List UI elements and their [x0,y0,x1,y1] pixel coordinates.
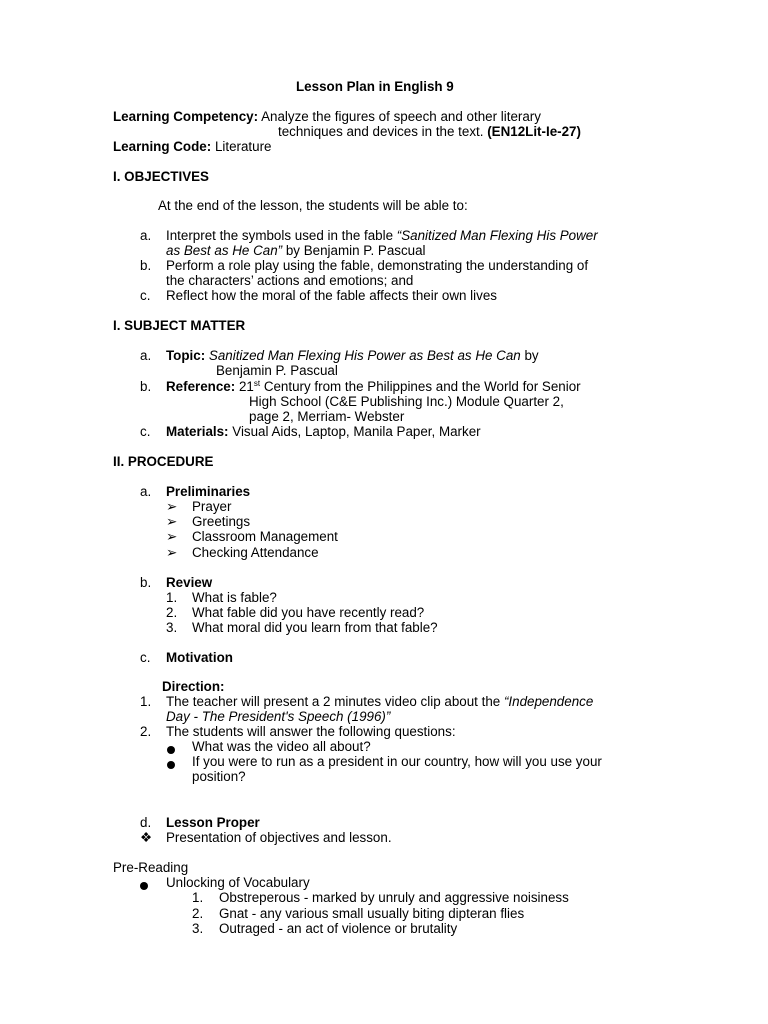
learning-competency [113,109,541,124]
motivation-item-number: 1. [140,694,152,709]
motivation-item-1-text: The teacher will present a 2 minutes video clip about the [166,694,504,709]
question-1: What was the video all about? [192,739,371,754]
direction-label: Direction: [162,679,225,694]
arrow-bullet-icon: ➢ [166,514,178,529]
bullet-dot-icon [140,878,148,893]
question-2-line-1: If you were to run as a president in our country, how will you use your [192,754,602,769]
learning-code-value: Literature [214,139,272,154]
objective-a-line-2 [166,243,426,258]
competency-code: (EN12Lit-Ie-27) [487,124,581,139]
topic-title: Sanitized Man Flexing His Power as Best as He Can [208,348,521,363]
objectives-intro: At the end of the lesson, the students will be able to: [158,198,468,213]
review-item-number: 3. [166,620,178,635]
lesson-proper-marker: d. [140,815,152,830]
question-2-line-2: position? [192,769,246,784]
motivation-video-title: “Independence [503,694,594,709]
topic-by: by [520,348,539,363]
motivation-marker: c. [140,650,151,665]
objective-a-author: by Benjamin P. Pascual [282,243,426,258]
objective-a-fable-title: “Sanitized Man Flexing His Power [396,228,598,243]
competency-text-2: techniques and devices in the text. [278,124,484,139]
objectives-heading: I. OBJECTIVES [113,169,209,184]
objective-c-marker: c. [140,288,151,303]
review-item: What is fable? [192,590,277,605]
topic-marker: a. [140,348,152,363]
procedure-heading: II. PROCEDURE [113,454,214,469]
review-item-number: 2. [166,605,178,620]
topic-label: Topic: [166,348,206,363]
objective-a-fable-title-end: as Best as He Can” [166,243,283,258]
learning-competency-line-2 [278,124,581,139]
vocab-number: 3. [192,921,204,936]
reference-line-1 [166,379,581,394]
vocab-number: 2. [192,906,204,921]
motivation-item-1-line-1 [166,694,593,709]
objective-b-line-1: Perform a role play using the fable, demonstrating the understanding of [166,258,589,273]
preliminaries-item: Classroom Management [192,529,338,544]
review-label: Review [166,575,213,590]
topic-author: Benjamin P. Pascual [216,363,338,378]
arrow-bullet-icon: ➢ [166,545,178,560]
vocab-item: Obstreperous - marked by unruly and aggressive noisiness [219,890,569,905]
preliminaries-item: Greetings [192,514,251,529]
review-item: What fable did you have recently read? [192,605,425,620]
preliminaries-label: Preliminaries [166,484,251,499]
reference-superscript: st [253,379,261,388]
review-marker: b. [140,575,152,590]
unlocking-vocabulary: Unlocking of Vocabulary [166,875,310,890]
reference-marker: b. [140,379,152,394]
motivation-video-title-end: Day - The President's Speech (1996)” [166,709,391,724]
materials-line [166,424,481,439]
competency-text-1: Analyze the figures of speech and other literary [261,109,541,124]
bullet-dot-icon [167,742,175,757]
objective-c-text: Reflect how the moral of the fable affects their own lives [166,288,497,303]
bullet-dot-icon [167,757,175,772]
preliminaries-marker: a. [140,484,152,499]
lesson-proper-label: Lesson Proper [166,815,260,830]
preliminaries-item: Checking Attendance [192,545,319,560]
objective-a-marker: a. [140,228,152,243]
materials-value: Visual Aids, Laptop, Manila Paper, Marker [232,424,481,439]
motivation-item-number: 2. [140,724,152,739]
topic-line-1 [166,348,539,363]
vocab-item: Outraged - an act of violence or brutality [219,921,458,936]
review-item-number: 1. [166,590,178,605]
arrow-bullet-icon: ➢ [166,499,178,514]
reference-line-3: page 2, Merriam- Webster [249,409,405,424]
diamond-bullet-icon: ❖ [140,830,153,845]
objective-b-marker: b. [140,258,152,273]
objective-a-line-1 [166,228,598,243]
learning-code-label: Learning Code: [113,139,212,154]
review-item: What moral did you learn from that fable? [192,620,438,635]
materials-label: Materials: [166,424,229,439]
lesson-proper-item: Presentation of objectives and lesson. [166,830,392,845]
motivation-label: Motivation [166,650,233,665]
reference-century: 21 [238,379,254,394]
reference-line-2: High School (C&E Publishing Inc.) Module Quarter 2, [249,394,564,409]
motivation-item-2: The students will answer the following questions: [166,724,456,739]
vocab-item: Gnat - any various small usually biting dipteran flies [219,906,525,921]
pre-reading-label: Pre-Reading [113,860,189,875]
subject-matter-heading: I. SUBJECT MATTER [113,318,246,333]
competency-label: Learning Competency: [113,109,259,124]
preliminaries-item: Prayer [192,499,232,514]
materials-marker: c. [140,424,151,439]
objective-b-line-2: the characters’ actions and emotions; and [166,273,414,288]
page-title: Lesson Plan in English 9 [296,79,454,94]
learning-code [113,139,272,154]
reference-text-1: Century from the Philippines and the World for Senior [260,379,581,394]
objective-a-text: Interpret the symbols used in the fable [166,228,397,243]
reference-label: Reference: [166,379,236,394]
vocab-number: 1. [192,890,204,905]
arrow-bullet-icon: ➢ [166,529,178,544]
